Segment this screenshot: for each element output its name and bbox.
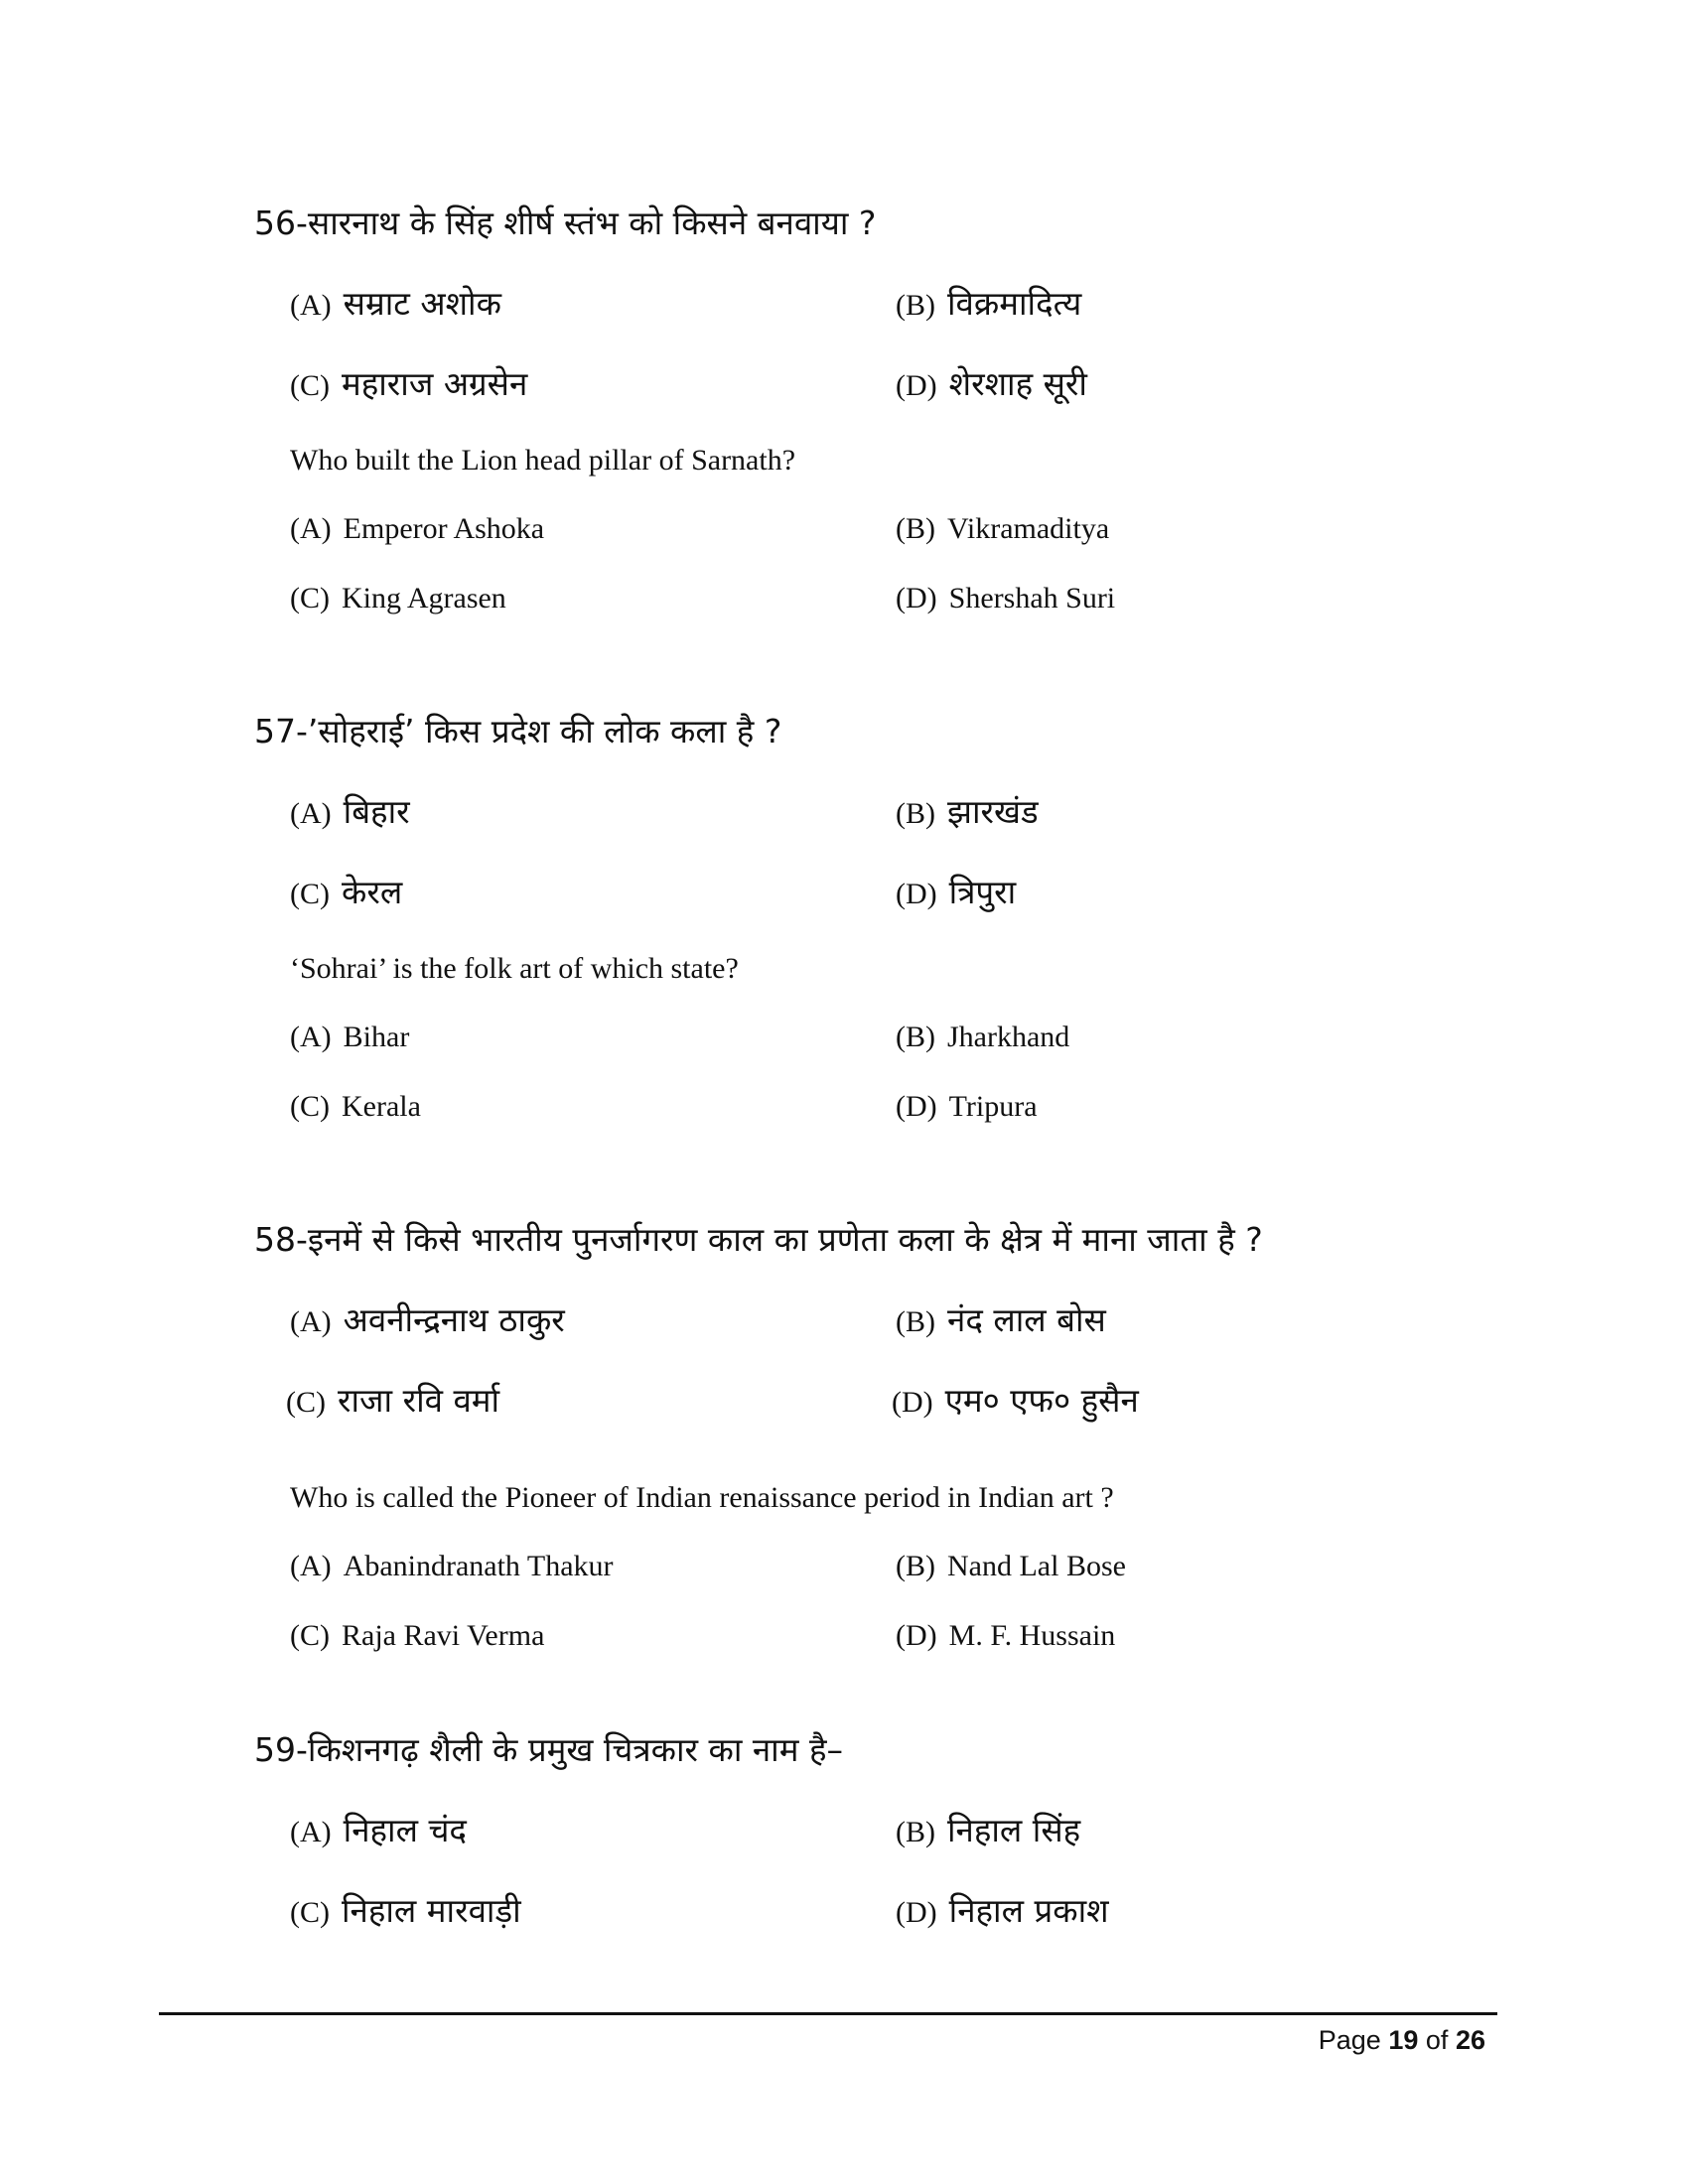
question-57-english-option-b bbox=[896, 1020, 1069, 1055]
question-56-english-option-b bbox=[896, 511, 1109, 547]
question-57-hindi-stem bbox=[254, 712, 781, 751]
question-57-english-option-a bbox=[290, 1020, 409, 1055]
question-56-hindi-option-d bbox=[896, 364, 1087, 406]
question-59-hindi-option-a bbox=[290, 1811, 467, 1852]
option-text: अवनीन्द्रनाथ ठाकुर bbox=[343, 1300, 565, 1339]
question-56-hindi-option-a bbox=[290, 284, 501, 326]
question-59-hindi-option-b bbox=[896, 1811, 1080, 1852]
question-56-english-option-d bbox=[896, 581, 1115, 616]
option-text: नंद लाल बोस bbox=[947, 1300, 1106, 1339]
question-56-hindi-stem bbox=[254, 204, 876, 243]
question-58-hindi-option-a bbox=[290, 1300, 565, 1342]
option-letter: (D) bbox=[896, 1090, 937, 1123]
option-text: Abanindranath Thakur bbox=[343, 1550, 614, 1582]
option-text: Raja Ravi Verma bbox=[342, 1619, 545, 1652]
option-text: महाराज अग्रसेन bbox=[342, 364, 528, 403]
option-letter: (C) bbox=[290, 582, 330, 614]
option-text: Jharkhand bbox=[947, 1021, 1070, 1053]
option-letter: (B) bbox=[896, 289, 935, 322]
page-number-footer bbox=[1319, 2023, 1485, 2057]
option-letter: (D) bbox=[896, 369, 937, 402]
option-text: झारखंड bbox=[947, 792, 1039, 831]
question-59-hindi-option-c bbox=[290, 1891, 521, 1933]
option-text: शेरशाह सूरी bbox=[948, 364, 1087, 403]
option-text: Vikramaditya bbox=[947, 512, 1110, 545]
option-letter: (D) bbox=[896, 582, 937, 614]
option-letter: (B) bbox=[896, 797, 935, 830]
option-text: King Agrasen bbox=[342, 582, 506, 614]
option-letter: (C) bbox=[286, 1386, 326, 1419]
option-text: एम० एफ० हुसैन bbox=[944, 1381, 1139, 1420]
question-58-english-option-b bbox=[896, 1549, 1126, 1584]
option-text: निहाल मारवाड़ी bbox=[342, 1891, 521, 1930]
question-number: 56- bbox=[254, 204, 308, 242]
question-number: 59- bbox=[254, 1730, 308, 1769]
question-text: ’सोहराई’ किस प्रदेश की लोक कला है ? bbox=[307, 712, 782, 751]
question-57-english-option-c bbox=[290, 1089, 421, 1125]
question-58-hindi-stem bbox=[254, 1220, 1263, 1260]
question-57-hindi-option-d bbox=[896, 873, 1016, 914]
option-letter: (B) bbox=[896, 1305, 935, 1338]
option-text: Nand Lal Bose bbox=[947, 1550, 1126, 1582]
option-letter: (C) bbox=[290, 1619, 330, 1652]
option-letter: (A) bbox=[290, 1021, 332, 1053]
of-label: of bbox=[1425, 2025, 1449, 2055]
option-text: Emperor Ashoka bbox=[343, 512, 545, 545]
option-letter: (B) bbox=[896, 1550, 935, 1582]
option-letter: (C) bbox=[290, 1896, 330, 1929]
question-number: 57- bbox=[254, 712, 308, 751]
question-56-english-option-a bbox=[290, 511, 544, 547]
option-text: त्रिपुरा bbox=[948, 873, 1017, 911]
question-text: सारनाथ के सिंह शीर्ष स्तंभ को किसने बनवाया ? bbox=[307, 204, 877, 242]
question-58-english-option-d bbox=[896, 1618, 1115, 1654]
question-57-english-option-d bbox=[896, 1089, 1038, 1125]
question-58-hindi-option-d bbox=[892, 1381, 1139, 1423]
question-58-english-option-a bbox=[290, 1549, 614, 1584]
option-letter: (A) bbox=[290, 1816, 332, 1848]
question-56-english-stem: Who built the Lion head pillar of Sarnath? bbox=[290, 444, 796, 477]
option-text: Tripura bbox=[948, 1090, 1038, 1123]
option-letter: (A) bbox=[290, 1305, 332, 1338]
option-text: केरल bbox=[342, 873, 403, 911]
question-text: किशनगढ़ शैली के प्रमुख चित्रकार का नाम है– bbox=[307, 1730, 843, 1769]
question-58-english-stem: Who is called the Pioneer of Indian renaissance period in Indian art ? bbox=[290, 1481, 1114, 1514]
option-letter: (A) bbox=[290, 289, 332, 322]
option-letter: (A) bbox=[290, 797, 332, 830]
option-letter: (B) bbox=[896, 1816, 935, 1848]
option-text: बिहार bbox=[343, 792, 410, 831]
option-text: Bihar bbox=[343, 1021, 410, 1053]
option-letter: (B) bbox=[896, 512, 935, 545]
option-letter: (B) bbox=[896, 1021, 935, 1053]
question-56-english-option-c bbox=[290, 581, 506, 616]
footer-divider bbox=[159, 2012, 1497, 2015]
total-pages-number: 26 bbox=[1455, 2025, 1485, 2055]
option-text: निहाल प्रकाश bbox=[948, 1891, 1109, 1930]
option-letter: (C) bbox=[290, 878, 330, 910]
option-text: Shershah Suri bbox=[948, 582, 1116, 614]
option-letter: (C) bbox=[290, 369, 330, 402]
question-57-hindi-option-b bbox=[896, 792, 1039, 834]
question-56-hindi-option-c bbox=[290, 364, 527, 406]
question-58-english-option-c bbox=[290, 1618, 544, 1654]
question-56-hindi-option-b bbox=[896, 284, 1081, 326]
question-59-hindi-option-d bbox=[896, 1891, 1109, 1933]
question-57-english-stem: ‘Sohrai’ is the folk art of which state? bbox=[290, 952, 739, 985]
option-text: सम्राट अशोक bbox=[343, 284, 501, 323]
option-text: निहाल चंद bbox=[343, 1811, 467, 1849]
option-letter: (D) bbox=[896, 1896, 937, 1929]
question-58-hindi-option-b bbox=[896, 1300, 1106, 1342]
question-57-hindi-option-c bbox=[290, 873, 402, 914]
current-page-number: 19 bbox=[1388, 2025, 1419, 2055]
question-number: 58- bbox=[254, 1220, 308, 1259]
question-59-hindi-stem bbox=[254, 1730, 843, 1770]
option-text: विक्रमादित्य bbox=[947, 284, 1082, 323]
option-text: राजा रवि वर्मा bbox=[338, 1381, 500, 1420]
option-letter: (A) bbox=[290, 1550, 332, 1582]
question-58-hindi-option-c bbox=[286, 1381, 499, 1423]
option-letter: (D) bbox=[896, 1619, 937, 1652]
option-text: Kerala bbox=[342, 1090, 421, 1123]
option-letter: (D) bbox=[896, 878, 937, 910]
question-text: इनमें से किसे भारतीय पुनर्जागरण काल का प्रणेता कला के क्षेत्र में माना जाता है ? bbox=[307, 1220, 1263, 1259]
option-letter: (D) bbox=[892, 1386, 933, 1419]
question-57-hindi-option-a bbox=[290, 792, 410, 834]
option-text: निहाल सिंह bbox=[947, 1811, 1081, 1849]
option-letter: (A) bbox=[290, 512, 332, 545]
option-letter: (C) bbox=[290, 1090, 330, 1123]
page-label: Page bbox=[1318, 2025, 1381, 2055]
option-text: M. F. Hussain bbox=[948, 1619, 1116, 1652]
